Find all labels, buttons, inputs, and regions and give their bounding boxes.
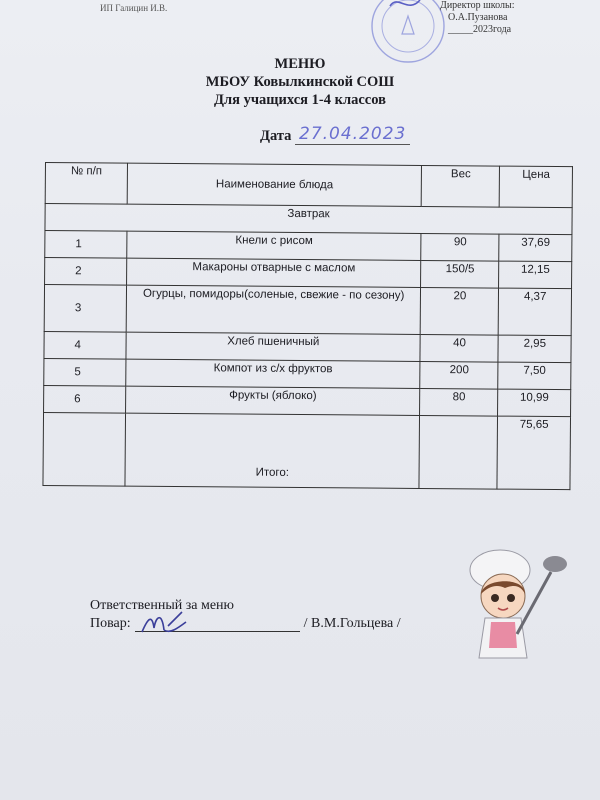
header-num: № п/п [45, 163, 127, 205]
approval-line: _____2023года [448, 24, 512, 35]
school-name: МБОУ Ковылкинской СОШ [205, 74, 395, 90]
approval-line: Директор школы: [440, 0, 515, 11]
table-row [45, 258, 572, 289]
row-dish: Хлеб пшеничный [126, 332, 420, 361]
section-title: Завтрак [45, 204, 572, 235]
row-num: 6 [44, 385, 126, 413]
grade-subtitle: Для учащихся 1-4 классов [214, 92, 386, 108]
row-weight: 20 [421, 287, 499, 335]
table-row [44, 331, 571, 362]
cook-label: Повар: [90, 616, 131, 631]
total-weight-cell [419, 415, 498, 489]
handwritten-signature [138, 608, 198, 638]
header-name: Наименование блюда [127, 163, 422, 206]
total-num-cell [43, 412, 126, 486]
total-label: Итого: [125, 413, 420, 488]
cook-line [90, 616, 401, 632]
menu-title: МЕНЮ [274, 56, 326, 72]
row-num: 3 [44, 285, 126, 333]
row-price: 7,50 [498, 362, 571, 390]
row-weight: 90 [421, 233, 499, 261]
row-weight: 80 [420, 388, 498, 416]
table-row [44, 285, 571, 336]
table-row [45, 231, 572, 262]
date-value: 27.04.2023 [295, 124, 410, 145]
row-weight: 150/5 [421, 260, 499, 288]
table-row [44, 385, 571, 416]
row-price: 37,69 [499, 234, 572, 262]
row-dish: Огурцы, помидоры(соленые, свежие - по сезону) [126, 285, 421, 334]
row-num: 4 [44, 331, 126, 359]
date-label: Дата [260, 128, 292, 144]
header-weight: Вес [422, 165, 500, 207]
section-row [45, 204, 572, 235]
row-price: 4,37 [499, 288, 572, 336]
table-row [44, 358, 571, 389]
row-dish: Фрукты (яблоко) [126, 386, 420, 415]
row-dish: Кнели с рисом [127, 231, 421, 260]
total-value: 75,65 [497, 416, 570, 490]
row-price: 10,99 [498, 389, 571, 417]
row-weight: 200 [420, 361, 498, 389]
row-num: 5 [44, 358, 126, 386]
approval-line: О.А.Пузанова [448, 12, 508, 23]
row-price: 2,95 [498, 335, 571, 363]
cook-name: / В.М.Гольцева / [303, 616, 401, 631]
menu-table [42, 162, 573, 490]
total-row [43, 412, 571, 489]
responsible-label: Ответственный за меню [90, 598, 234, 613]
cook-mascot-illustration [455, 548, 570, 668]
table-header-row [45, 163, 572, 208]
row-weight: 40 [420, 334, 498, 362]
row-price: 12,15 [499, 261, 572, 289]
approval-block [440, 0, 514, 36]
row-dish: Компот из с/х фруктов [126, 359, 420, 388]
row-num: 1 [45, 231, 127, 259]
header-price: Цена [500, 166, 573, 208]
header-left-text: ИП Галицин И.В. [100, 3, 168, 13]
row-num: 2 [45, 258, 127, 286]
row-dish: Макароны отварные с маслом [127, 258, 421, 287]
